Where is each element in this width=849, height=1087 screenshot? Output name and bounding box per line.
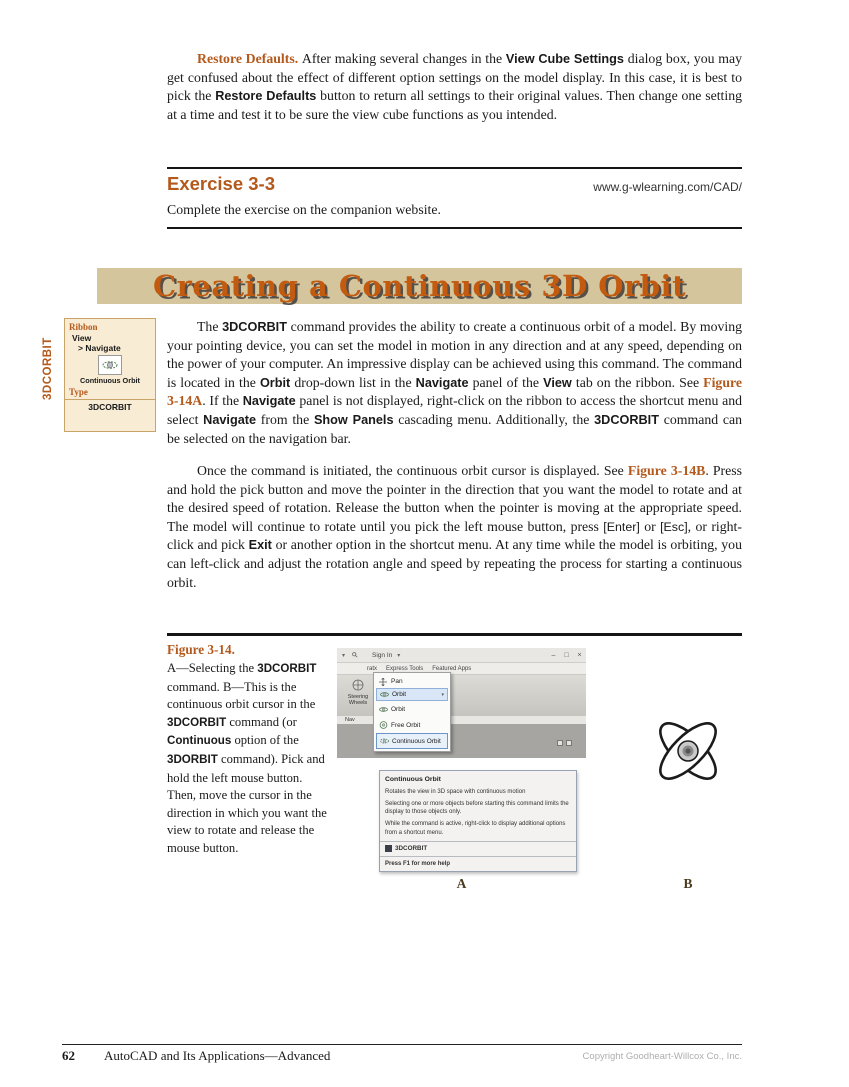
ribbon-path-view: View xyxy=(72,333,92,343)
navigate-panel-label: Nav xyxy=(345,717,355,723)
tooltip-title: Continuous Orbit xyxy=(385,776,441,783)
free-orbit-icon xyxy=(379,721,388,729)
menu-item-free-orbit[interactable] xyxy=(376,717,448,733)
search-icon xyxy=(352,652,358,658)
divider xyxy=(65,399,155,400)
pan-icon xyxy=(379,678,388,686)
type-label: Type xyxy=(69,387,88,397)
ribbon-label: Ribbon xyxy=(69,322,98,332)
minimize-button[interactable]: – xyxy=(551,651,556,659)
menu-item-continuous-orbit[interactable] xyxy=(376,733,448,749)
exercise-title: Exercise 3-3 xyxy=(167,173,276,194)
tool-name-label: Continuous Orbit xyxy=(80,376,140,385)
menu-item-label: Pan xyxy=(391,678,403,685)
tooltip-description: While the command is active, right-click to display additional options from a shortcut menu. xyxy=(385,821,566,836)
steering-wheel-icon xyxy=(352,679,364,691)
continuous-orbit-icon xyxy=(380,737,389,745)
dropdown-icon: ▾ xyxy=(342,652,346,659)
margin-command-label: 3DCORBIT xyxy=(42,337,54,400)
orbit-icon xyxy=(380,691,389,698)
ribbon-tab-express-tools[interactable]: Express Tools xyxy=(386,665,424,672)
orbit-dropdown-menu xyxy=(373,672,451,752)
figure-a-screenshot xyxy=(337,648,586,869)
tooltip-description: Rotates the view in 3D space with continuous motion xyxy=(385,789,526,796)
steering-wheels-label: Steering Wheels xyxy=(347,693,369,706)
orbit-icon xyxy=(379,706,388,713)
divider xyxy=(167,227,742,229)
continuous-orbit-tool-button xyxy=(98,355,122,375)
figure-b-label: B xyxy=(683,876,693,891)
footer-rule xyxy=(62,1044,742,1045)
section-banner xyxy=(97,268,742,304)
menu-item-label: Orbit xyxy=(392,691,407,698)
continuous-orbit-cursor-icon xyxy=(645,708,731,794)
menu-item-label: Free Orbit xyxy=(391,721,421,729)
menu-item-orbit-split[interactable] xyxy=(376,688,448,701)
ribbon-reference-box xyxy=(64,318,156,432)
figure-b-orbit-cursor xyxy=(645,708,731,794)
menu-item-label: Continuous Orbit xyxy=(392,737,441,745)
continuous-orbit-tooltip xyxy=(379,770,577,872)
tooltip-command-row xyxy=(385,845,571,854)
panel-option-icon[interactable] xyxy=(557,740,563,746)
ribbon-path-navigate: > Navigate xyxy=(78,343,121,353)
figure-a-label: A xyxy=(456,876,467,891)
exercise-instructions: Complete the exercise on the companion website. xyxy=(167,202,441,217)
maximize-button[interactable]: □ xyxy=(564,651,569,659)
tooltip-command-name: 3DCORBIT xyxy=(395,844,428,852)
body-paragraph-1: The 3DCORBIT command provides the ability to create a continuous orbit of a model. By moving your pointing device, you can set the model in motion in any direction and at any speed, depending on the power of your computer. An impressive display can be achieved using this command. The command is located in the Orbit drop-down list in the Navigate panel of the View tab on the ribbon. See Figure 3-14A. If the Navigate panel is not displayed, right-click on the ribbon to access the shortcut menu and select Navigate from the Show Panels cascading menu. Additionally, the 3DCORBIT command can be selected on the navigation bar. xyxy=(167,319,743,446)
typed-command-label: 3DCORBIT xyxy=(88,402,132,412)
titlebar xyxy=(337,648,586,663)
ribbon-mini-icons xyxy=(557,740,572,746)
divider xyxy=(167,633,742,636)
continuous-orbit-icon xyxy=(102,359,118,371)
ribbon-tab-featured-apps[interactable]: Featured Apps xyxy=(432,665,472,672)
menu-item-label: Orbit xyxy=(391,705,406,713)
panel-option-icon[interactable] xyxy=(566,740,572,746)
intro-paragraph: Restore Defaults. After making several changes in the View Cube Settings dialog box, you may get confused about the effect of different option settings on the model display. In this case, it is best to pick the Restore Defaults button to return all settings to their original values. Then change one setting at a time and test it to be sure the view cube functions as you intended. xyxy=(167,51,742,122)
close-button[interactable]: × xyxy=(577,651,582,659)
sign-in-button[interactable]: Sign In xyxy=(372,651,393,659)
steering-wheels-button[interactable] xyxy=(342,679,374,707)
figure-caption: A—Selecting the 3DCORBIT command. B—This is the continuous orbit cursor in the 3DCORBIT command (or Continuous option of the 3DORBIT command). Pick and hold the left mouse button. Then, move the cursor in the direction in which you want the view to rotate and release the mouse button. xyxy=(167,661,327,855)
menu-item-pan[interactable] xyxy=(376,675,448,688)
tooltip-description: Selecting one or more objects before starting this command limits the display to those objects only. xyxy=(385,801,569,816)
divider xyxy=(380,856,576,857)
command-icon xyxy=(385,845,392,852)
exercise-url-link[interactable]: www.g-wlearning.com/CAD/ xyxy=(593,180,742,194)
copyright-notice: Copyright Goodheart-Willcox Co., Inc. xyxy=(582,1051,742,1062)
figure-label: Figure 3-14. xyxy=(167,642,235,657)
menu-item-orbit[interactable] xyxy=(376,701,448,717)
section-title: Creating a Continuous 3D Orbit xyxy=(153,269,686,303)
body-paragraph-2: Once the command is initiated, the continuous orbit cursor is displayed. See Figure 3-14B. Press and hold the pick button and move the pointer in the direction that you want the model to rotate and at the desired speed of rotation. Release the button when the pointer is moving at the appropriate speed. The model will continue to rotate until you pick the left mouse button, press [Enter] or [Esc], or right-click and pick Exit or another option in the shortcut menu. At any time while the model is orbiting, you can left-click and adjust the rotation angle and speed by repeating the process for starting a continuous orbit. xyxy=(167,463,743,590)
flyout-arrow-icon: ▾ xyxy=(441,691,444,698)
dropdown-icon: ▾ xyxy=(397,652,401,659)
ribbon-tab[interactable]: ratx xyxy=(367,665,378,672)
book-title: AutoCAD and Its Applications—Advanced xyxy=(104,1048,331,1063)
tooltip-help-hint: Press F1 for more help xyxy=(385,861,451,868)
page-number: 62 xyxy=(62,1048,75,1063)
divider xyxy=(167,167,742,169)
divider xyxy=(380,841,576,842)
